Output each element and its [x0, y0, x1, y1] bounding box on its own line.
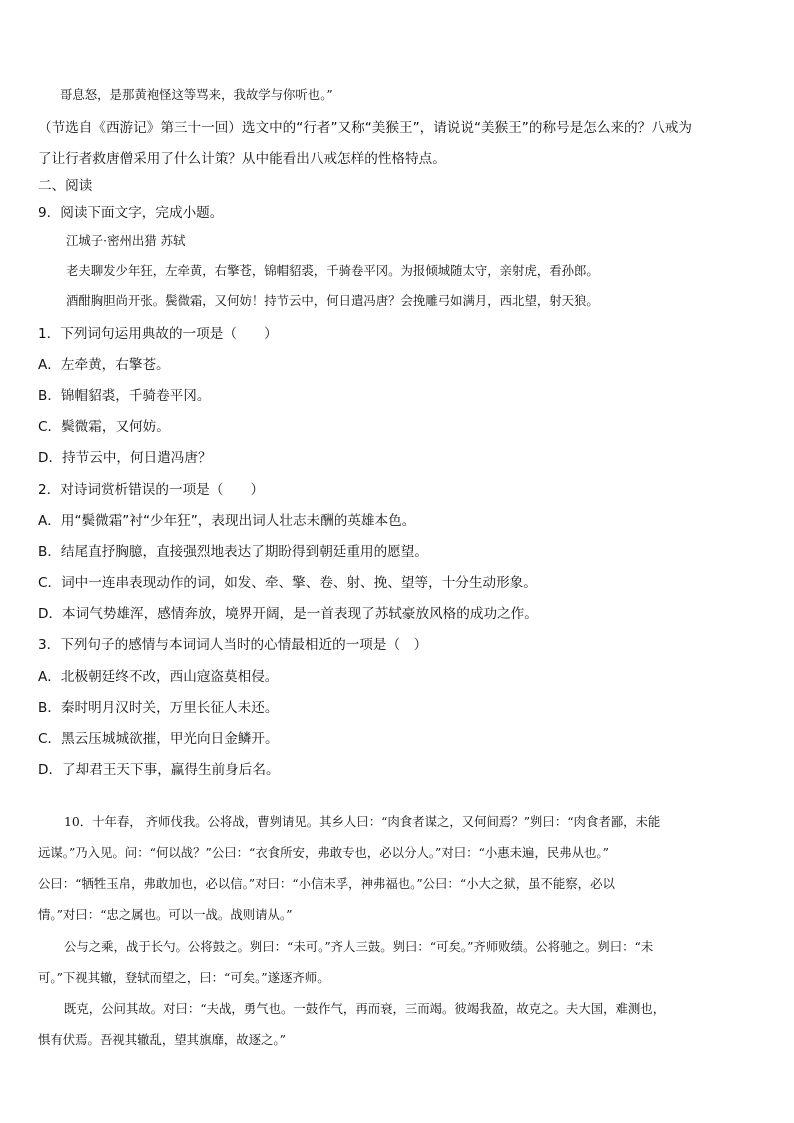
passage-10-line: 公与之乘，战于长勺。公将鼓之。刿曰：“未可。”齐人三鼓。刿曰：“可矣。”齐师败绩。公将驰之。刿曰：“未 — [64, 939, 654, 954]
passage-10-line: 公曰：“牺牲玉帛，弗敢加也，必以信。”对曰：“小信未孚，神弗福也。”公曰：“小大之狱，虽不能察，必以 — [38, 876, 615, 891]
option-c: C．黑云压城城欲摧，甲光向日金鳞开。 — [38, 731, 279, 747]
sub-question-1: 1．下列词句运用典故的一项是（ ） — [38, 326, 278, 342]
section-heading: 二、阅读 — [38, 178, 93, 194]
option-a: A．北极朝廷终不改，西山寇盗莫相侵。 — [38, 669, 279, 685]
passage-10-line: 远谋。”乃入见。问：“何以战？”公曰：“衣食所安，弗敢专也，必以分人。”对曰：“小惠未遍，民弗从也。” — [38, 845, 609, 860]
passage-10-line: 惧有伏焉。吾视其辙乱，望其旗靡，故逐之。” — [38, 1032, 286, 1047]
option-d: D．本词气势雄浑，感情奔放，境界开阔，是一首表现了苏轼豪放风格的成功之作。 — [38, 606, 538, 622]
option-d: D．持节云中，何日遣冯唐？ — [38, 450, 212, 466]
option-a: A．左牵黄，右擎苍。 — [38, 357, 170, 373]
question-prompt-line: （节选自《西游记》第三十一回）选文中的“行者”又称“美猴王”，请说说“美猴王”的称号是怎么来的？八戒为 — [38, 120, 692, 136]
sub-question-3: 3．下列句子的感情与本词词人当时的心情最相近的一项是（ ） — [38, 637, 428, 653]
option-d: D．了却君王天下事，赢得生前身后名。 — [38, 762, 280, 778]
poem-line: 老夫聊发少年狂，左牵黄，右擎苍，锦帽貂裘，千骑卷平冈。为报倾城随太守，亲射虎，看孙郎。 — [66, 263, 599, 278]
poem-title: 江城子·密州出猎 苏轼 — [66, 233, 186, 248]
passage-10-line: 可。”下视其辙，登轼而望之，曰：“可矣。”遂逐齐师。 — [38, 970, 330, 985]
option-c: C．词中一连串表现动作的词，如发、牵、擎、卷、射、挽、望等，十分生动形象。 — [38, 575, 537, 591]
question-prompt-line: 了让行者救唐僧采用了什么计策？从中能看出八戒怎样的性格特点。 — [38, 151, 446, 167]
option-b: B．结尾直抒胸臆，直接强烈地表达了期盼得到朝廷重用的愿望。 — [38, 544, 428, 560]
passage-10-line: 10．十年春， 齐师伐我。公将战，曹刿请见。其乡人曰：“肉食者谋之，又何间焉？”刿曰：“肉食者鄙，未能 — [64, 814, 661, 829]
option-b: B．秦时明月汉时关，万里长征人未还。 — [38, 700, 279, 716]
text-line: 哥息怒，是那黄袍怪这等骂来，我故学与你听也。” — [60, 87, 333, 102]
option-a: A．用“鬓微霜”衬“少年狂”，表现出词人壮志未酬的英雄本色。 — [38, 513, 416, 529]
passage-10-line: 既克，公问其故。对曰：“夫战，勇气也。一鼓作气，再而衰，三而竭。彼竭我盈，故克之。夫大国，难测也， — [64, 1001, 666, 1016]
question-9-heading: 9．阅读下面文字，完成小题。 — [38, 205, 224, 221]
passage-10-line: 情。”对曰：“忠之属也。可以一战。战则请从。” — [38, 907, 293, 922]
option-b: B．锦帽貂裘，千骑卷平冈。 — [38, 388, 211, 404]
option-c: C．鬓微霜，又何妨。 — [38, 419, 170, 435]
poem-line: 酒酣胸胆尚开张。鬓微霜，又何妨！持节云中，何日遣冯唐？会挽雕弓如满月，西北望，射天狼。 — [66, 293, 599, 308]
sub-question-2: 2．对诗词赏析错误的一项是（ ） — [38, 482, 265, 498]
